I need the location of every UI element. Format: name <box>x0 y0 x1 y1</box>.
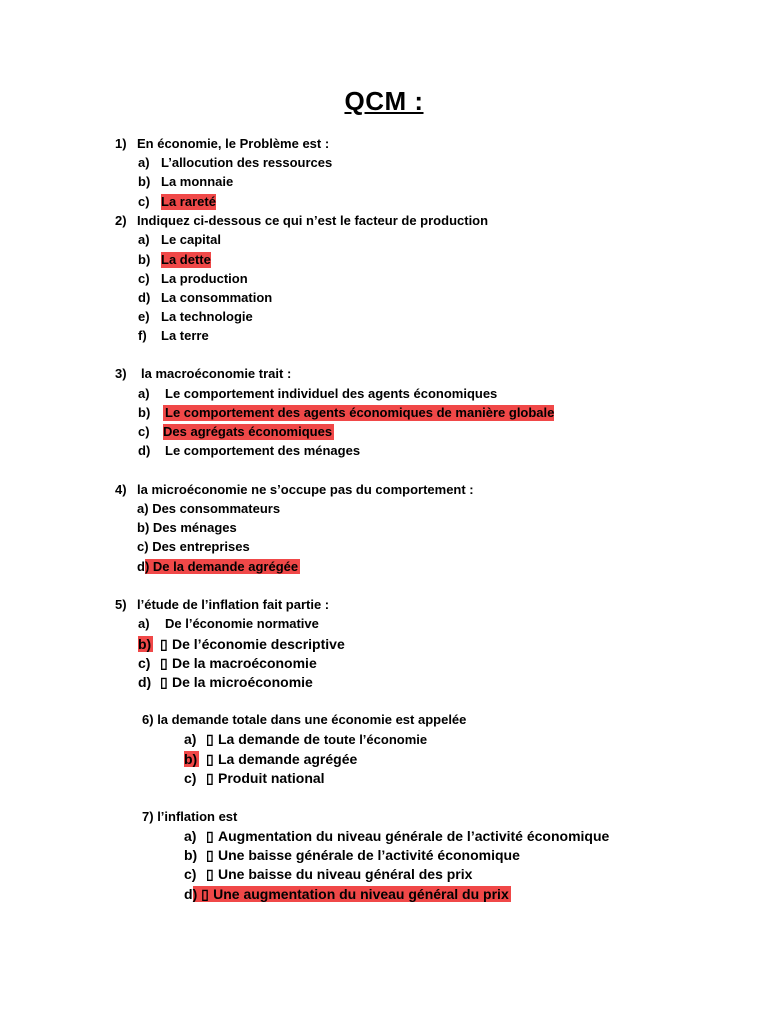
option-text-correct: Le comportement des agents économiques de manière globale <box>165 405 555 420</box>
option-3a <box>138 386 498 402</box>
option-text: L’allocution des ressources <box>161 155 333 170</box>
question-text: la microéconomie ne s’occupe pas du comportement : <box>137 482 474 497</box>
box-symbol-icon: ▯ <box>206 847 214 863</box>
question-4 <box>115 482 474 498</box>
question-text: la macroéconomie trait : <box>141 366 292 381</box>
option-letter: a) <box>138 386 150 401</box>
option-2a <box>138 232 221 248</box>
question-number: 4) <box>115 482 127 497</box>
option-text: De la microéconomie <box>172 674 313 690</box>
option-5b <box>138 636 345 652</box>
option-paren: ) <box>192 886 202 902</box>
question-text: En économie, le Problème est : <box>137 136 330 151</box>
box-symbol-icon: ▯ <box>201 886 209 902</box>
box-symbol-icon: ▯ <box>206 770 214 786</box>
option-1c <box>138 194 216 210</box>
option-letter: c) <box>184 770 197 786</box>
option-text-correct: Une augmentation du niveau général du prix <box>213 886 509 902</box>
option-letter: a) <box>184 731 197 747</box>
option-letter: b) <box>138 174 151 189</box>
option-letter: d <box>137 559 145 574</box>
option-letter: c) <box>138 424 150 439</box>
option-7a <box>184 828 610 844</box>
option-letter-correct: b) <box>184 751 198 767</box>
option-3d <box>138 443 361 459</box>
option-6c <box>184 770 325 786</box>
question-number: 6) <box>142 712 154 727</box>
question-text: la demande totale dans une économie est appelée <box>157 712 467 727</box>
option-7b <box>184 847 520 863</box>
question-number: 2) <box>115 213 127 228</box>
option-letter: d) <box>138 674 152 690</box>
option-text: Des consommateurs <box>152 501 281 516</box>
option-letter: d) <box>138 290 151 305</box>
option-letter: d) <box>138 443 151 458</box>
question-text: Indiquez ci-dessous ce qui n’est le facteur de production <box>137 213 489 228</box>
option-text: Une baisse générale de l’activité économique <box>218 847 520 863</box>
option-letter: c) <box>138 271 150 286</box>
option-7d <box>184 886 511 902</box>
option-letter: c) <box>137 539 149 554</box>
question-1 <box>115 136 330 152</box>
option-1b <box>138 174 234 190</box>
box-symbol-icon: ▯ <box>160 655 168 671</box>
option-letter: b) <box>184 847 198 863</box>
question-6 <box>142 712 466 728</box>
option-text: De l’économie normative <box>165 616 319 631</box>
question-text: l’étude de l’inflation fait partie : <box>137 597 330 612</box>
option-text: Le comportement des ménages <box>165 443 361 458</box>
option-letter: a) <box>138 232 150 247</box>
question-2 <box>115 213 489 229</box>
question-number: 7) <box>142 809 154 824</box>
option-text-correct: La rareté <box>161 194 216 209</box>
box-symbol-icon: ▯ <box>160 674 168 690</box>
option-text: Des entreprises <box>152 539 250 554</box>
option-1a <box>138 155 333 171</box>
page-title: QCM : <box>344 86 424 116</box>
option-letter: e) <box>138 309 150 324</box>
option-letter: a) <box>138 155 150 170</box>
box-symbol-icon: ▯ <box>206 828 214 844</box>
option-4c <box>137 539 250 555</box>
option-text: La technologie <box>161 309 253 324</box>
option-text-extra: toute l’économie <box>323 732 428 747</box>
option-letter: b) <box>138 405 151 420</box>
question-7 <box>142 809 237 825</box>
box-symbol-icon: ▯ <box>206 866 214 882</box>
option-text-correct: Des agrégats économiques <box>163 424 333 439</box>
option-text: De l’économie descriptive <box>172 636 345 652</box>
option-text: Augmentation du niveau générale de l’activité économique <box>218 828 610 844</box>
option-letter: c) <box>184 866 197 882</box>
box-symbol-icon: ▯ <box>160 636 168 652</box>
option-5a <box>138 616 319 632</box>
option-7c <box>184 866 473 882</box>
option-text: La demande agrégée <box>218 751 358 767</box>
option-6b <box>184 751 358 767</box>
option-text: Des ménages <box>152 520 237 535</box>
option-2e <box>138 309 253 325</box>
option-text: Le comportement individuel des agents économiques <box>165 386 498 401</box>
box-symbol-icon: ▯ <box>206 731 214 747</box>
option-2d <box>138 290 273 306</box>
option-text-correct: La dette <box>161 252 211 267</box>
option-2c <box>138 271 248 287</box>
option-text: La consommation <box>161 290 273 305</box>
option-text: Le capital <box>161 232 221 247</box>
option-letter: a) <box>137 501 149 516</box>
option-3c <box>138 424 333 440</box>
option-letter: b) <box>137 520 150 535</box>
question-3 <box>115 366 292 382</box>
option-2b <box>138 252 211 268</box>
option-letter: b) <box>138 252 151 267</box>
option-letter: c) <box>138 655 151 671</box>
option-letter: a) <box>138 616 150 631</box>
question-number: 3) <box>115 366 127 381</box>
option-text: La monnaie <box>161 174 234 189</box>
question-number: 1) <box>115 136 127 151</box>
option-5d <box>138 674 313 690</box>
option-letter: a) <box>184 828 197 844</box>
option-text: La demande de <box>218 731 320 747</box>
option-text: Produit national <box>218 770 325 786</box>
option-text: Une baisse du niveau général des prix <box>218 866 473 882</box>
option-5c <box>138 655 317 671</box>
option-6a <box>184 731 428 747</box>
option-letter: d <box>184 886 193 902</box>
option-4a <box>137 501 280 517</box>
box-symbol-icon: ▯ <box>206 751 214 767</box>
option-letter: c) <box>138 194 150 209</box>
option-4b <box>137 520 237 536</box>
option-3b <box>138 405 555 421</box>
question-5 <box>115 597 330 613</box>
question-number: 5) <box>115 597 127 612</box>
option-text: De la macroéconomie <box>172 655 317 671</box>
option-letter: f) <box>138 328 147 343</box>
option-4d <box>137 559 300 575</box>
option-text: La production <box>161 271 248 286</box>
option-text-correct: ) De la demande agrégée <box>144 559 299 574</box>
option-letter-correct: b) <box>138 636 152 652</box>
option-text: La terre <box>161 328 209 343</box>
option-2f <box>138 328 209 344</box>
question-text: l’inflation est <box>157 809 238 824</box>
